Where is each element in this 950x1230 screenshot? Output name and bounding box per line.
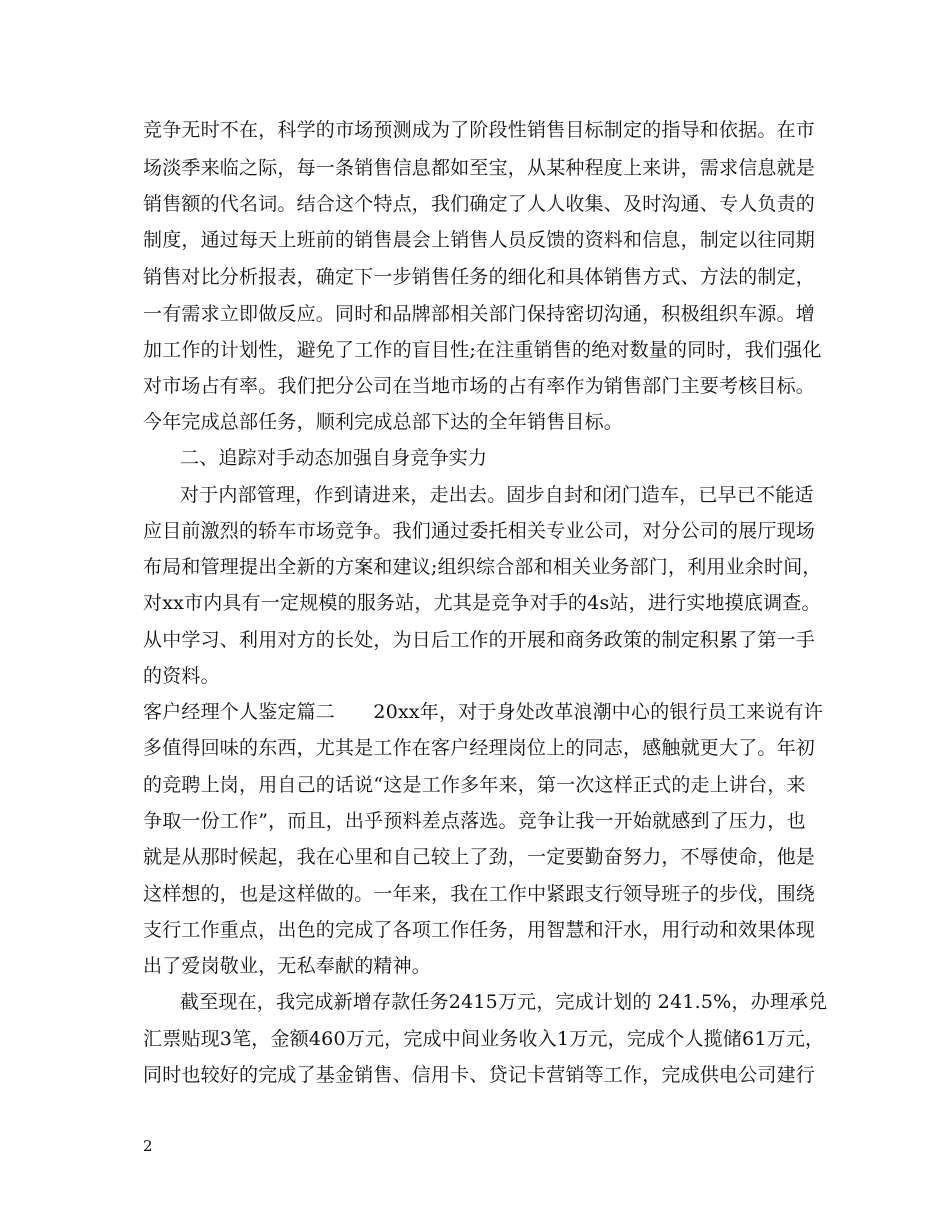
section-heading: 二、追踪对手动态加强自身竞争实力 <box>180 447 488 469</box>
text-line-23: 支行工作重点，出色的完成了各项工作任务，用智慧和汗水，用行动和效果体现 <box>143 919 816 941</box>
text-line-6: 一有需求立即做反应。同时和品牌部相关部门保持密切沟通，积极组织车源。增 <box>143 303 816 325</box>
text-line-26: 汇票贴现3笔，金额460万元，完成中间业务收入1万元，完成个人揽储61万元， <box>143 1028 825 1050</box>
text-line-25: 截至现在，我完成新增存款任务2415万元，完成计划的 241.5%，办理承兑 <box>180 991 828 1013</box>
text-line-13: 布局和管理提出全新的方案和建议;组织综合部和相关业务部门，利用业余时间， <box>143 556 822 578</box>
text-line-11: 对于内部管理，作到请进来，走出去。固步自封和闭门造车，已早已不能适 <box>180 484 814 506</box>
text-line-5: 销售对比分析报表，确定下一步销售任务的细化和具体销售方式、方法的制定， <box>143 266 816 288</box>
text-line-3: 销售额的代名词。结合这个特点，我们确定了人人收集、及时沟通、专人负责的 <box>143 193 816 215</box>
text-line-12: 应目前激烈的轿车市场竞争。我们通过委托相关专业公司，对分公司的展厅现场 <box>143 520 816 542</box>
text-line-21: 就是从那时候起，我在心里和自己较上了劲，一定要勤奋努力，不辱使命，他是 <box>143 846 816 868</box>
article-title-line: 客户经理个人鉴定篇二 20xx年，对于身处改革浪潮中心的银行员工来说有许 <box>143 701 824 723</box>
text-line-27: 同时也较好的完成了基金销售、信用卡、贷记卡营销等工作，完成供电公司建行 <box>143 1064 816 1086</box>
text-line-8: 对市场占有率。我们把分公司在当地市场的占有率作为销售部门主要考核目标。 <box>143 375 816 397</box>
text-line-2: 场淡季来临之际，每一条销售信息都如至宝，从某种程度上来讲，需求信息就是 <box>143 157 816 179</box>
text-line-4: 制度，通过每天上班前的销售晨会上销售人员反馈的资料和信息，制定以往同期 <box>143 229 816 251</box>
text-line-9: 今年完成总部任务，顺利完成总部下达的全年销售目标。 <box>143 411 624 433</box>
text-line-22: 这样想的，也是这样做的。一年来，我在工作中紧跟支行领导班子的步伐，围绕 <box>143 883 816 905</box>
text-line-16: 的资料。 <box>143 665 220 687</box>
text-line-20: 争取一份工作”，而且，出乎预料差点落选。竞争让我一开始就感到了压力，也 <box>143 810 806 832</box>
text-line-14: 对xx市内具有一定规模的服务站，尤其是竞争对手的4s站，进行实地摸底调查。 <box>143 592 821 614</box>
text-line-18: 多值得回味的东西，尤其是工作在客户经理岗位上的同志，感触就更大了。年初 <box>143 737 816 759</box>
text-line-15: 从中学习、利用对方的长处，为日后工作的开展和商务政策的制定积累了第一手 <box>143 629 816 651</box>
text-line-24: 出了爱岗敬业，无私奉献的精神。 <box>143 955 432 977</box>
text-line-1: 竞争无时不在，科学的市场预测成为了阶段性销售目标制定的指导和依据。在市 <box>143 119 816 141</box>
text-line-7: 加工作的计划性，避免了工作的盲目性;在注重销售的绝对数量的同时，我们强化 <box>143 339 822 361</box>
page-number: 2 <box>143 1137 153 1155</box>
text-line-19: 的竞聘上岗，用自己的话说“这是工作多年来，第一次这样正式的走上讲台，来 <box>143 774 806 796</box>
